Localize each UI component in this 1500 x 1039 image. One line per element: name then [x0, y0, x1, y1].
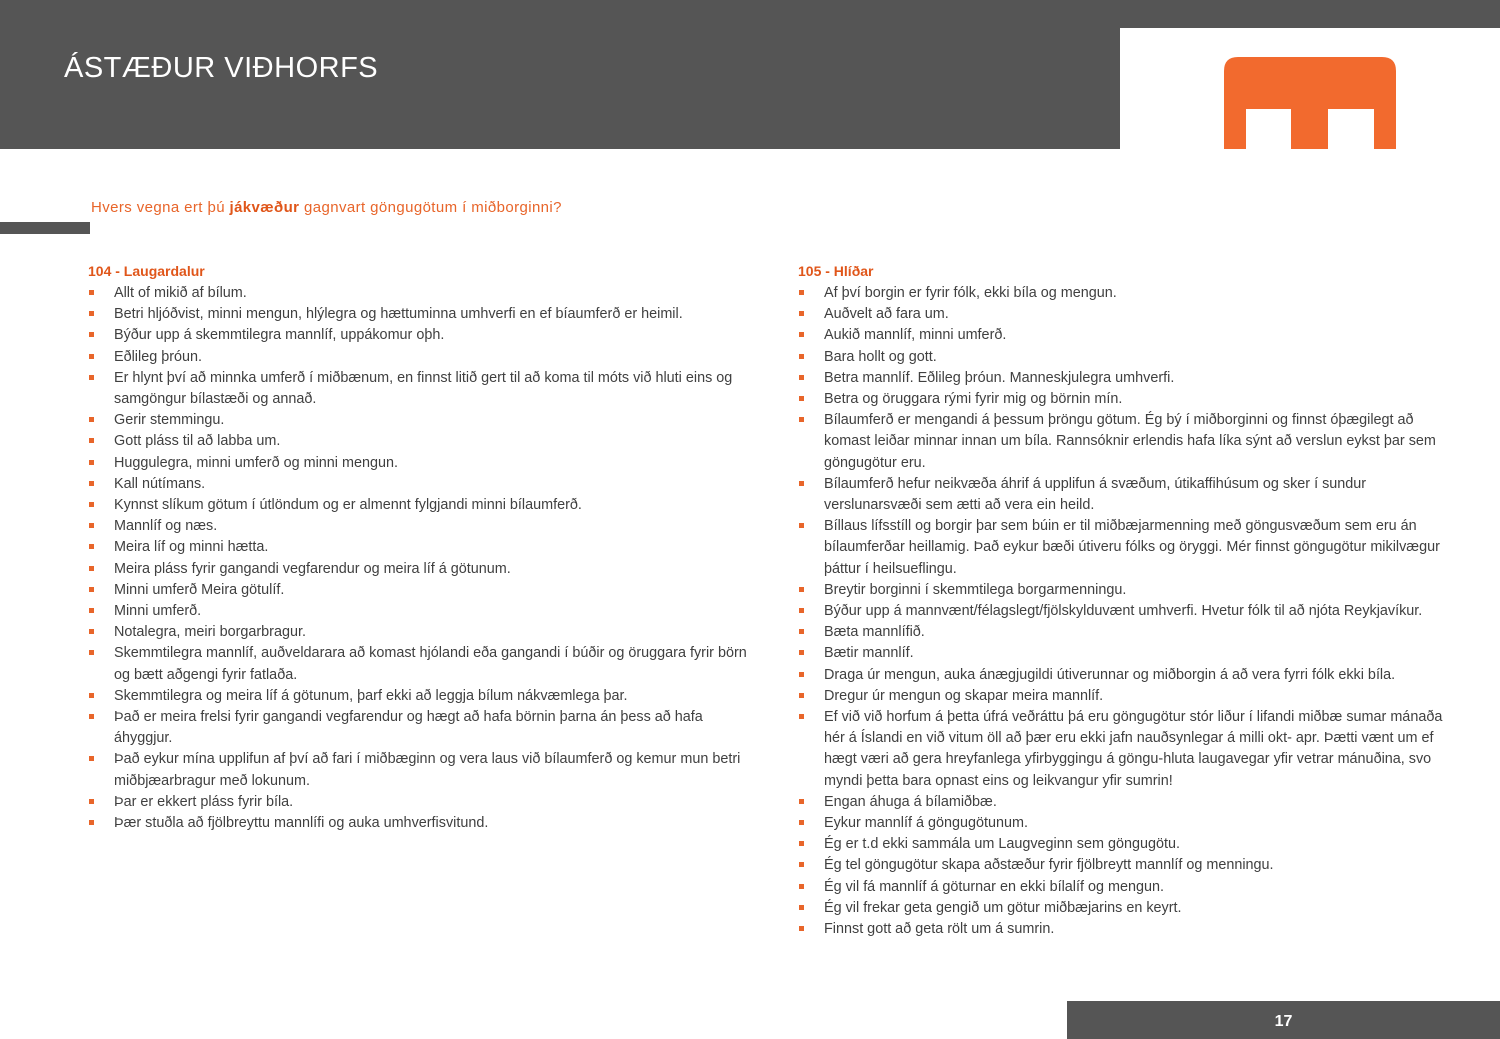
list-item: Ég tel göngugötur skapa aðstæður fyrir fjölbreytt mannlíf og menningu. — [798, 855, 1462, 876]
list-item: Býður upp á skemmtilegra mannlíf, uppákomur oþh. — [88, 325, 748, 346]
list-item: Ég er t.d ekki sammála um Laugveginn sem göngugötu. — [798, 834, 1462, 855]
page-title: ÁSTÆÐUR VIÐHORFS — [64, 52, 379, 84]
list-item: Skemmtilegra mannlíf, auðveldarara að komast hjólandi eða gangandi í búðir og öruggara fyrir börn og bætt aðgengi fyrir fatlaða. — [88, 643, 748, 685]
list-item: Þær stuðla að fjölbreyttu mannlífi og auka umhverfisvitund. — [88, 813, 748, 834]
list-item: Aukið mannlíf, minni umferð. — [798, 325, 1462, 346]
list-item: Allt of mikið af bílum. — [88, 283, 748, 304]
list-item: Huggulegra, minni umferð og minni mengun. — [88, 453, 748, 474]
list-item: Mannlíf og næs. — [88, 516, 748, 537]
list-item: Kall nútímans. — [88, 474, 748, 495]
question-text-before: Hvers vegna ert þú — [91, 199, 230, 216]
column-heading: 105 - Hlíðar — [798, 263, 874, 279]
list-item: Bílaumferð er mengandi á þessum þröngu götum. Ég bý í miðborginni og finnst óþægilegt að komast leiðar minnar innan um bíla. Rannsóknir erlendis hafa líka sýnt að verslun eykst þar sem göngugötur eru. — [798, 410, 1462, 474]
response-list — [798, 283, 1462, 940]
list-item: Það er meira frelsi fyrir gangandi vegfarendur og hægt að hafa börnin þarna án þess að hafa áhyggjur. — [88, 707, 748, 749]
list-item: Gerir stemmingu. — [88, 410, 748, 431]
list-item: Minni umferð. — [88, 601, 748, 622]
column-heading: 104 - Laugardalur — [88, 263, 205, 279]
list-item: Býður upp á mannvænt/félagslegt/fjölskylduvænt umhverfi. Hvetur fólk til að njóta Reykjavíkur. — [798, 601, 1462, 622]
question-text-after: gagnvart göngugötum í miðborginni? — [299, 199, 562, 216]
list-item: Dregur úr mengun og skapar meira mannlíf. — [798, 686, 1462, 707]
list-item: Kynnst slíkum götum í útlöndum og er almennt fylgjandi minni bílaumferð. — [88, 495, 748, 516]
list-item: Eðlileg þróun. — [88, 347, 748, 368]
list-item: Ég vil frekar geta gengið um götur miðbæjarins en keyrt. — [798, 898, 1462, 919]
list-item: Eykur mannlíf á göngugötunum. — [798, 813, 1462, 834]
list-item: Minni umferð Meira götulíf. — [88, 580, 748, 601]
list-item: Bíllaus lífsstíll og borgir þar sem búin er til miðbæjarmenning með göngusvæðum sem eru án bílaumferðar heillamig. Það eykur bæði útiveru fólks og öryggi. Mér finnst göngugötur mikilvægur þáttur í heilsueflingu. — [798, 516, 1462, 580]
list-item: Finnst gott að geta rölt um á sumrin. — [798, 919, 1462, 940]
list-item: Bílaumferð hefur neikvæða áhrif á upplifun á svæðum, útikaffihúsum og sker í sundur verslunarsvæði sem ætti að vera ein heild. — [798, 474, 1462, 516]
list-item: Skemmtilegra og meira líf á götunum, þarf ekki að leggja bílum nákvæmlega þar. — [88, 686, 748, 707]
footer-bar — [1067, 1001, 1500, 1039]
column-104-laugardalur — [88, 261, 748, 834]
page-number: 17 — [1274, 1013, 1293, 1030]
list-item: Bætir mannlíf. — [798, 643, 1462, 664]
list-item: Bara hollt og gott. — [798, 347, 1462, 368]
list-item: Þar er ekkert pláss fyrir bíla. — [88, 792, 748, 813]
list-item: Betra og öruggara rými fyrir mig og börnin mín. — [798, 389, 1462, 410]
list-item: Engan áhuga á bílamiðbæ. — [798, 792, 1462, 813]
list-item: Ég vil fá mannlíf á göturnar en ekki bílalíf og mengun. — [798, 877, 1462, 898]
survey-question — [91, 199, 562, 216]
list-item: Notalegra, meiri borgarbragur. — [88, 622, 748, 643]
list-item: Draga úr mengun, auka ánægjugildi útiverunnar og miðborgin á að vera fyrri fólk ekki bíla. — [798, 665, 1462, 686]
column-105-hlidar — [798, 261, 1462, 940]
list-item: Af því borgin er fyrir fólk, ekki bíla og mengun. — [798, 283, 1462, 304]
brand-logo-icon — [1224, 57, 1396, 149]
list-item: Meira pláss fyrir gangandi vegfarendur og meira líf á götunum. — [88, 559, 748, 580]
list-item: Meira líf og minni hætta. — [88, 537, 748, 558]
list-item: Ef við við horfum á þetta úfrá veðráttu þá eru göngugötur stór liður í lifandi miðbæ sumar mánaða hér á Íslandi en við vitum öll að þær eru ekki jafn nauðsynlegar á milli okt- apr. Þætti vænt um ef hægt væri að gera hreyfanlega yfirbyggingu á göngu-hluta laugavegar yfir vetrar mánuðina, svo myndi þetta bara opnast eins og leikvangur yfir sumrin! — [798, 707, 1462, 792]
list-item: Það eykur mína upplifun af því að fari í miðbæginn og vera laus við bílaumferð og kemur mun betri miðbjæarbragur með lokunum. — [88, 749, 748, 791]
list-item: Betra mannlíf. Eðlileg þróun. Manneskjulegra umhverfi. — [798, 368, 1462, 389]
logo-shape — [1224, 57, 1396, 149]
header-strip — [1120, 0, 1500, 28]
list-item: Bæta mannlífið. — [798, 622, 1462, 643]
list-item: Breytir borginni í skemmtilega borgarmenningu. — [798, 580, 1462, 601]
list-item: Betri hljóðvist, minni mengun, hlýlegra og hættuminna umhverfi en ef bíaumferð er heimil. — [88, 304, 748, 325]
list-item: Auðvelt að fara um. — [798, 304, 1462, 325]
accent-bar — [0, 222, 90, 234]
response-list — [88, 283, 748, 834]
list-item: Er hlynt því að minnka umferð í miðbænum, en finnst litið gert til að koma til móts við hluti eins og samgöngur bílastæði og annað. — [88, 368, 748, 410]
question-emphasis: jákvæður — [229, 199, 300, 216]
list-item: Gott pláss til að labba um. — [88, 431, 748, 452]
